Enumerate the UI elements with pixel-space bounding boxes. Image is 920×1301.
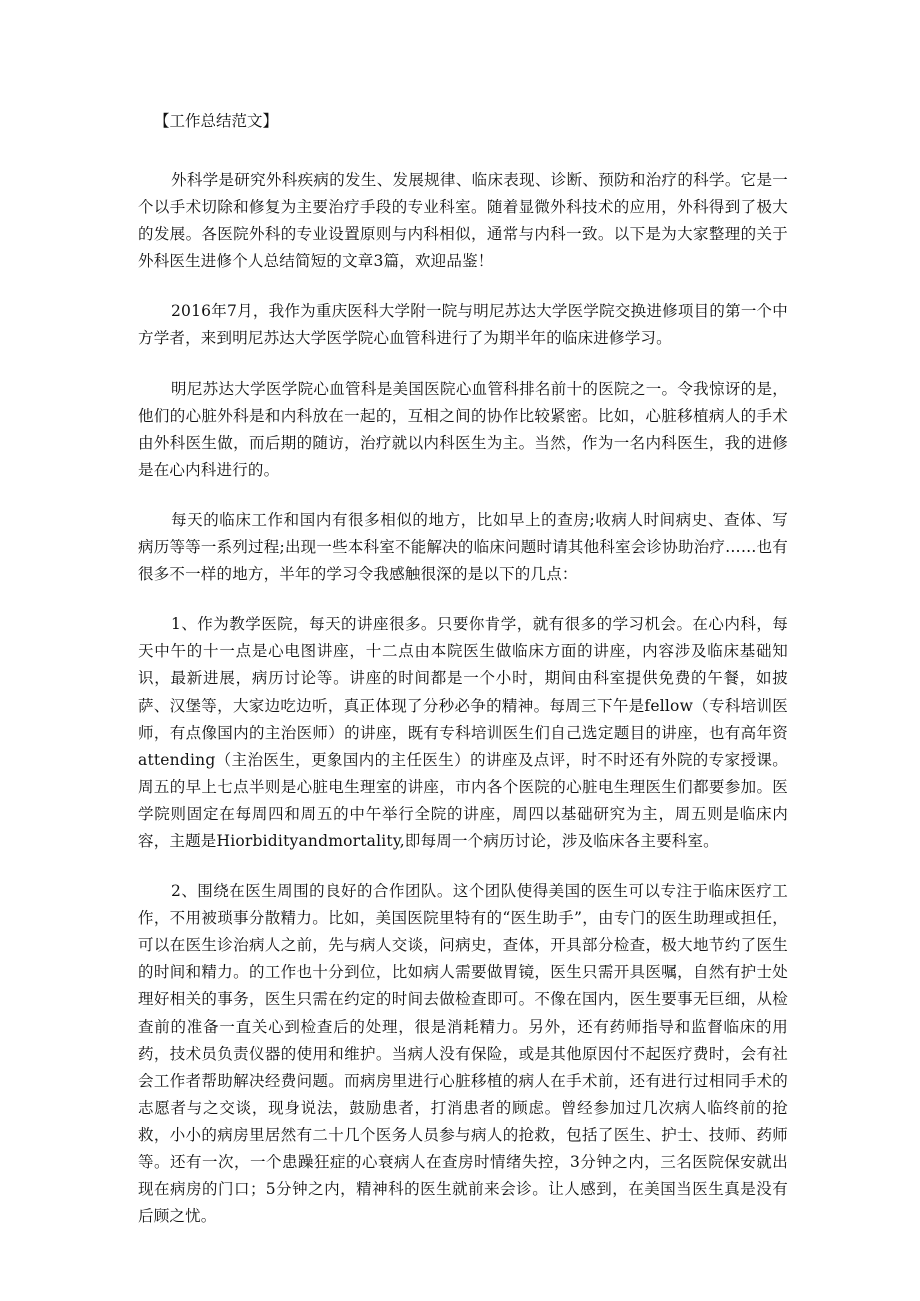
- paragraph-daily-work: 每天的临床工作和国内有很多相似的地方，比如早上的查房;收病人时间病史、查体、写病历等等一系列过程;出现一些本科室不能解决的临床问题时请其他科室会诊协助治疗……也有很多不一样的地方，半年的学习令我感触很深的是以下的几点：: [138, 510, 788, 584]
- paragraph-department: 明尼苏达大学医学院心血管科是美国医院心血管科排名前十的医院之一。令我惊讶的是，他们的心脏外科是和内科放在一起的，互相之间的协作比较紧密。比如，心脏移植病人的手术由外科医生做，而后期的随访，治疗就以内科医生为主。当然，作为一名内科医生，我的进修是在心内科进行的。: [138, 379, 788, 479]
- paragraph-point-1: 1、作为教学医院，每天的讲座很多。只要你肯学，就有很多的学习机会。在心内科，每天中午的十一点是心电图讲座，十二点由本院医生做临床方面的讲座，内容涉及临床基础知识，最新进展，病历讨论等。讲座的时间都是一个小时，期间由科室提供免费的午餐，如披萨、汉堡等，大家边吃边听，真正体现了分秒必争的精神。每周三下午是fellow（专科培训医师，有点像国内的主治医师）的讲座，既有专科培训医生们自己选定题目的讲座，也有高年资attending（主治医生，更象国内的主任医生）的讲座及点评，时不时还有外院的专家授课。周五的早上七点半则是心脏电生理室的讲座，市内各个医院的心脏电生理医生们都要参加。医学院则固定在每周四和周五的中午举行全院的讲座，周四以基础研究为主，周五则是临床内容，主题是Hiorbidityandmortality,即每周一个病历讨论，涉及临床各主要科室。: [138, 615, 788, 850]
- paragraph-2016: 2016年7月，我作为重庆医科大学附一院与明尼苏达大学医学院交换进修项目的第一个中方学者，来到明尼苏达大学医学院心血管科进行了为期半年的临床进修学习。: [138, 302, 788, 348]
- paragraph-point-2: 2、围绕在医生周围的良好的合作团队。这个团队使得美国的医生可以专注于临床医疗工作，不用被琐事分散精力。比如，美国医院里特有的“医生助手”，由专门的医生助理或担任，可以在医生诊治病人之前，先与病人交谈，问病史，查体，开具部分检查，极大地节约了医生的时间和精力。的工作也十分到位，比如病人需要做胃镜，医生只需开具医嘱，自然有护士处理好相关的事务，医生只需在约定的时间去做检查即可。不像在国内，医生要事无巨细，从检查前的准备一直关心到检查后的处理，很是消耗精力。另外，还有药师指导和监督临床的用药，技术员负责仪器的使用和维护。当病人没有保险，或是其他原因付不起医疗费时，会有社会工作者帮助解决经费问题。而病房里进行心脏移植的病人在手术前，还有进行过相同手术的志愿者与之交谈，现身说法，鼓励患者，打消患者的顾虑。曾经参加过几次病人临终前的抢救，小小的病房里居然有二十几个医务人员参与病人的抢救，包括了医生、护士、技师、药师等。还有一次，一个患躁狂症的心衰病人在查房时情绪失控，3分钟之内，三名医院保安就出现在病房的门口；5分钟之内，精神科的医生就前来会诊。让人感到，在美国当医生真是没有后顾之忧。: [138, 882, 788, 1226]
- document-page: [138, 108, 788, 1253]
- document-title: 【工作总结范文】: [154, 112, 279, 130]
- paragraph-intro: 外科学是研究外科疾病的发生、发展规律、临床表现、诊断、预防和治疗的科学。它是一个以手术切除和修复为主要治疗手段的专业科室。随着显微外科技术的应用，外科得到了极大的发展。各医院外科的专业设置原则与内科相似，通常与内科一致。以下是为大家整理的关于外科医生进修个人总结简短的文章3篇，欢迎品鉴！: [138, 171, 788, 271]
